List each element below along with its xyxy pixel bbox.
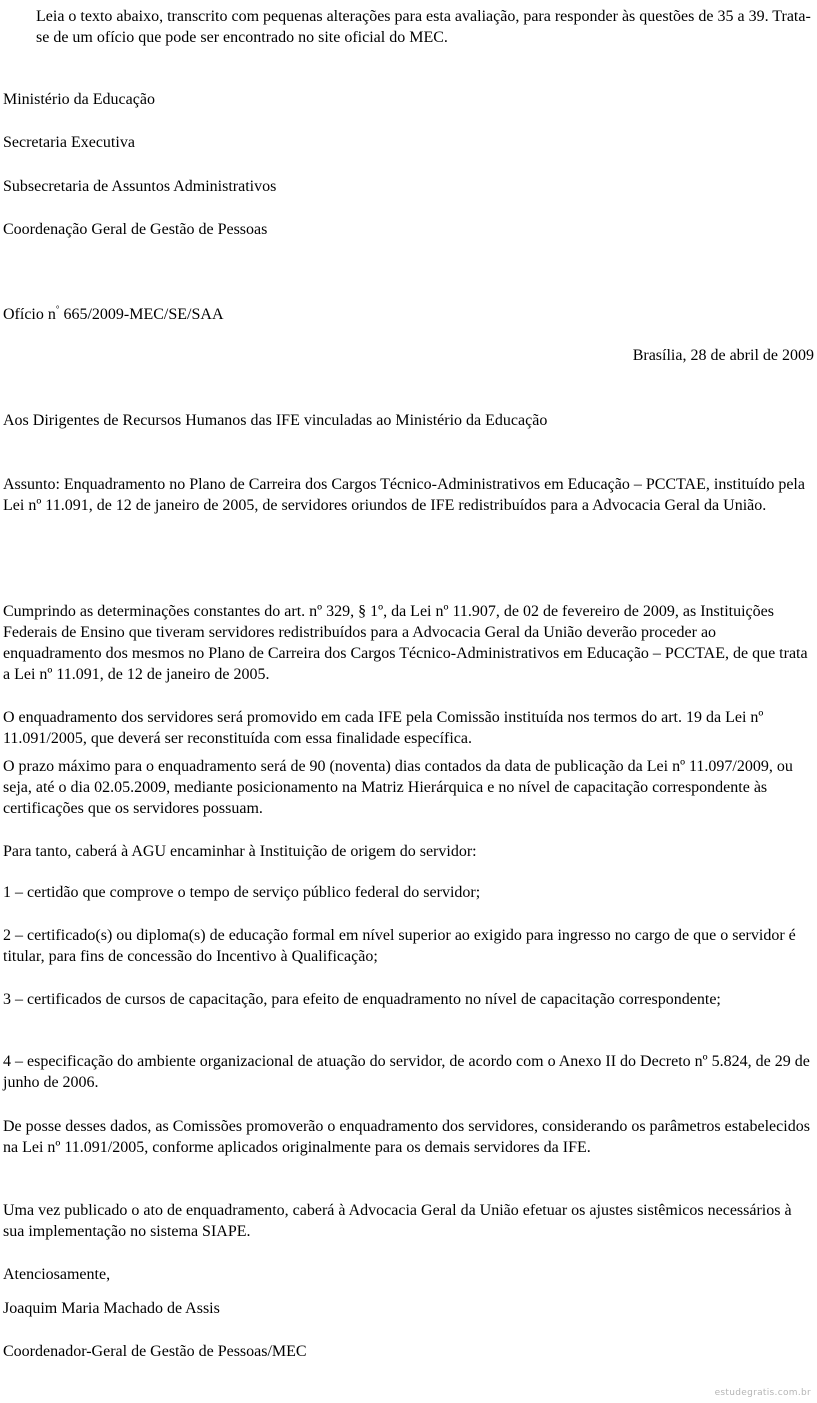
closing-salutation: Atenciosamente, (3, 1266, 111, 1283)
header-coordination: Coordenação Geral de Gestão de Pessoas (3, 221, 268, 238)
oficio-degree: ° (55, 304, 60, 314)
oficio-number-value: 665/2009-MEC/SE/SAA (59, 306, 224, 323)
body-paragraph-5: De posse desses dados, as Comissões promoverão o enquadramento dos servidores, considerando os parâmetros estabelecidos na Lei nº 11.091/2005, conforme aplicados originalmente para os demais servidores da IFE. (3, 1118, 810, 1156)
list-item-1: 1 – certidão que comprove o tempo de serviço público federal do servidor; (3, 884, 481, 901)
subject-paragraph: Assunto: Enquadramento no Plano de Carreira dos Cargos Técnico-Administrativos em Educação – PCCTAE, instituído pela Lei nº 11.091, de 12 de janeiro de 2005, de servidores oriundos de IFE redistribuídos para a Advocacia Geral da União. (3, 476, 805, 514)
signature-name: Joaquim Maria Machado de Assis (3, 1300, 220, 1317)
oficio-prefix: Ofício n (3, 306, 56, 323)
header-secretariat: Secretaria Executiva (3, 134, 135, 151)
body-paragraph-4: Para tanto, caberá à AGU encaminhar à Instituição de origem do servidor: (3, 843, 477, 860)
header-ministry: Ministério da Educação (3, 91, 155, 108)
body-paragraph-6: Uma vez publicado o ato de enquadramento, caberá à Advocacia Geral da União efetuar os ajustes sistêmicos necessários à sua implementação no sistema SIAPE. (3, 1202, 792, 1240)
letter-date: Brasília, 28 de abril de 2009 (632, 347, 814, 364)
body-paragraph-2: O enquadramento dos servidores será promovido em cada IFE pela Comissão instituída nos termos do art. 19 da Lei nº 11.091/2005, que deverá ser reconstituída com essa finalidade específica. (3, 709, 764, 747)
intro-text: Leia o texto abaixo, transcrito com pequenas alterações para esta avaliação, para responder às questões de 35 a 39. Trata-se de um ofício que pode ser encontrado no site oficial do MEC. (36, 8, 811, 46)
site-watermark: estudegratis.com.br (714, 1388, 811, 1398)
header-subsecretariat: Subsecretaria de Assuntos Administrativos (3, 178, 277, 195)
list-item-3: 3 – certificados de cursos de capacitação, para efeito de enquadramento no nível de capacitação correspondente; (3, 991, 721, 1008)
recipient-line: Aos Dirigentes de Recursos Humanos das IFE vinculadas ao Ministério da Educação (3, 412, 548, 429)
body-paragraph-3: O prazo máximo para o enquadramento será de 90 (noventa) dias contados da data de publicação da Lei nº 11.097/2009, ou seja, até o dia 02.05.2009, mediante posicionamento na Matriz Hierárquica e no nível de capacitação correspondente às certificações que os servidores possuam. (3, 758, 793, 817)
signature-title: Coordenador-Geral de Gestão de Pessoas/MEC (3, 1343, 307, 1360)
list-item-2: 2 – certificado(s) ou diploma(s) de educação formal em nível superior ao exigido para ingresso no cargo de que o servidor é titular, para fins de concessão do Incentivo à Qualificação; (3, 927, 796, 965)
oficio-number (3, 304, 224, 327)
list-item-4: 4 – especificação do ambiente organizacional de atuação do servidor, de acordo com o Anexo II do Decreto nº 5.824, de 29 de junho de 2006. (3, 1053, 810, 1091)
body-paragraph-1: Cumprindo as determinações constantes do art. nº 329, § 1º, da Lei nº 11.907, de 02 de fevereiro de 2009, as Instituições Federais de Ensino que tiveram servidores redistribuídos para a Advocacia Geral da União deverão proceder ao enquadramento dos mesmos no Plano de Carreira dos Cargos Técnico-Administrativos em Educação – PCCTAE, de que trata a Lei nº 11.091, de 12 de janeiro de 2005. (3, 603, 808, 683)
